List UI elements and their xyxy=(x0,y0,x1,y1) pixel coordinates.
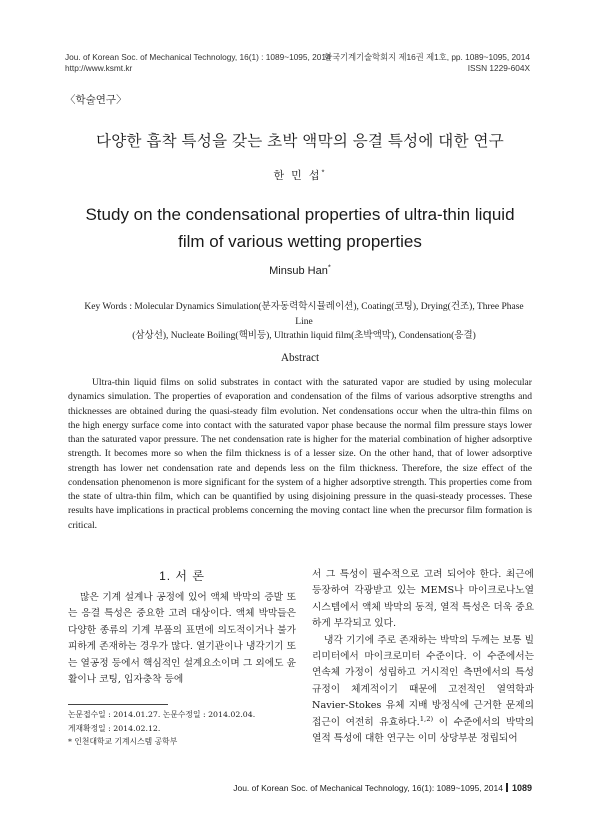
article-category: 〈학술연구〉 xyxy=(65,94,127,106)
author-mark-en: * xyxy=(327,262,331,272)
footer-divider-bar xyxy=(506,783,508,792)
body-column-left xyxy=(68,590,296,688)
keywords-line2: (삼상선), Nucleate Boiling(핵비등), Ultrathin liquid film(초박액막), Condensation(응결) xyxy=(132,331,476,341)
title-english-line2: film of various wetting properties xyxy=(178,232,422,251)
author-korean xyxy=(0,167,600,183)
footnote-divider xyxy=(68,704,168,705)
body-paragraph xyxy=(312,633,534,748)
keywords-line1: Key Words : Molecular Dynamics Simulation(분자동력학시뮬레이션), Coating(코팅), Drying(건조), Three Phase Line xyxy=(84,302,524,327)
title-english-line1: Study on the condensational properties of ultra-thin liquid xyxy=(85,205,515,224)
footnote-affiliation: * 인천대학교 기계시스템 공학부 xyxy=(68,737,178,746)
body-paragraph-text: 냉각 기기에 주로 존재하는 박막의 두께는 보통 빌리미터에서 마이크로미터 수준이다. 이 수준에서는 연속체 가정이 성립하고 거시적인 측면에서의 특성 규정이 체계적이기 때문에 고전적인 열역학과 Navier-Stokes 유체 지배 방정식에 근거한 문제의 접근이 여전히 유효하다. xyxy=(312,634,534,728)
author-korean-name: 한 민 섭 xyxy=(273,170,322,182)
title-english xyxy=(80,201,520,255)
body-column-right xyxy=(312,567,534,747)
abstract-text: Ultra-thin liquid films on solid substrates in contact with the saturated vapor are studied by using molecular dynamics simulation. The properties of evaporation and condensation of the films of various adsorptive strengths and thicknesses are obtained during the quasi-steady film evolution. Net condensations occur when the ultra-thin films on the high energy surface come into contact with the saturated vapor phase because the normal film pressure stays lower than the saturated vapor pressure. The net condensation rate is higher for the material combination of higher adsorptive strength. It becomes more so when the film thickness is of a lesser size. On the other hand, that of lower adsorptive strength has lower net condensation rate and depends less on the film thickness. Therefore, the size effect of the condensation phenomenon is more significant for the system of a higher adsorptive strength. This properties come from the state of ultra-thin film, which can be quantified by using disjoining pressure in the quasi-steady processes. These results have implications in practical problems concerning the moving contact line when the precursor film formation is critical. xyxy=(68,377,532,531)
author-english-name: Minsub Han xyxy=(269,265,328,277)
footnote-received-date: 논문접수일 : 2014.01.27. 논문수정일 : 2014.02.04. xyxy=(68,710,256,719)
journal-citation: Jou. of Korean Soc. of Mechanical Technology, 16(1) : 1089~1095, 2014 xyxy=(65,52,331,62)
page-footer xyxy=(233,783,532,793)
author-english xyxy=(0,262,600,277)
reference-marker: 1,2) xyxy=(419,714,434,723)
section-heading-introduction: 1. 서 론 xyxy=(159,569,205,583)
issn: ISSN 1229-604X xyxy=(467,63,530,73)
abstract-heading: Abstract xyxy=(280,352,320,364)
footer-citation: Jou. of Korean Soc. of Mechanical Technology, 16(1): 1089~1095, 2014 xyxy=(233,783,503,793)
journal-header-left xyxy=(65,52,331,74)
author-mark: * xyxy=(321,167,327,177)
page-number: 1089 xyxy=(511,783,532,793)
footnotes xyxy=(68,708,255,749)
title-korean: 다양한 흡착 특성을 갖는 초박 액막의 응결 특성에 대한 연구 xyxy=(95,133,504,150)
body-paragraph-text: 이 수준에서의 박막의 열적 특성에 대한 연구는 이미 상당부분 정립되어 xyxy=(312,716,534,745)
body-paragraph: 많은 기계 설계나 공정에 있어 액체 박막의 증발 또는 응결 특성은 중요한 고려 대상이다. 액체 박막들은 다양한 종류의 기계 부품의 표면에 의도적이거나 불가피하게 존재하는 경우가 많다. 열기관이나 냉각기기 또는 열공정 등에서 핵심적인 설계요소이며 그 외에도 윤활이나 코팅, 입자충착 등에 xyxy=(68,592,296,686)
journal-header-right xyxy=(324,52,530,74)
footnote-accepted-date: 게재확정일 : 2014.02.12. xyxy=(68,723,161,733)
keywords xyxy=(80,300,528,344)
journal-url[interactable]: http://www.ksmt.kr xyxy=(65,63,133,73)
body-paragraph: 서 그 특성이 필수적으로 고려 되어야 한다. 최근에 등장하여 각광받고 있는 MEMS나 마이크로나노열시스템에서 액체 박막의 동적, 열적 특성은 더욱 중요하게 부각되고 있다. xyxy=(312,569,534,630)
journal-citation-ko: 한국기계기술학회지 제16권 제1호, pp. 1089~1095, 2014 xyxy=(324,52,530,62)
